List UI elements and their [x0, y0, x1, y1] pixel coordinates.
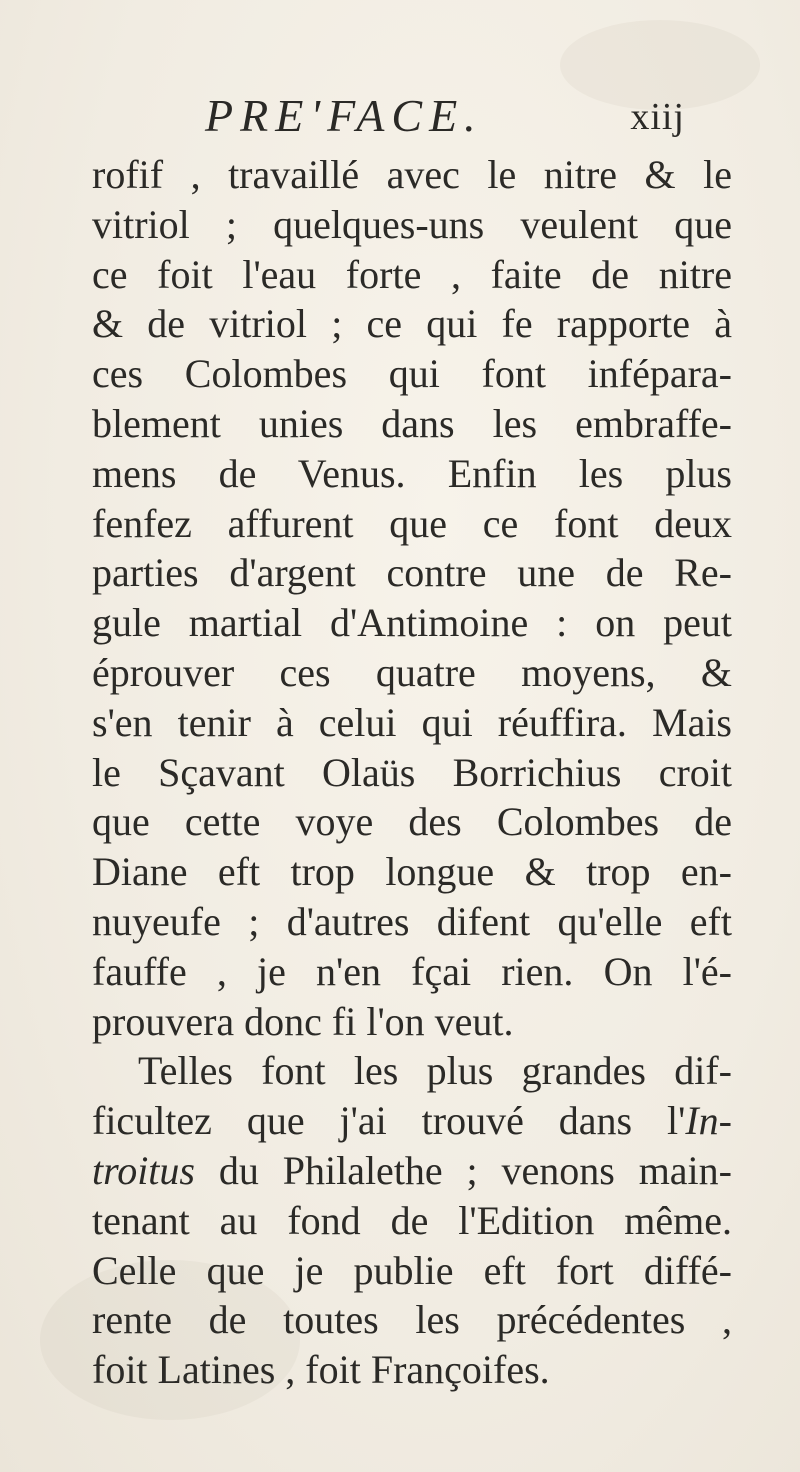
- text-line: mens de Venus. Enfin les plus: [92, 450, 732, 496]
- text-line: troitus du Philalethe ; venons main-: [92, 1147, 732, 1193]
- text-line: parties d'argent contre une de Re-: [92, 550, 732, 596]
- text-line: nuyeufe ; d'autres difent qu'elle eft: [92, 898, 732, 944]
- italic-title: In-: [685, 1098, 732, 1144]
- page-header: [205, 86, 685, 146]
- text-line: & de vitriol ; ce qui fe rapporte à: [92, 301, 732, 347]
- text-line: ficultez que j'ai trouvé dans l'In-: [92, 1098, 732, 1144]
- text-line: fauffe , je n'en fçai rien. On l'é-: [92, 948, 732, 994]
- italic-title: troitus: [92, 1147, 195, 1193]
- text-line: prouvera donc fi l'on veut.: [92, 998, 514, 1044]
- running-head: PRE'FACE.: [205, 90, 483, 141]
- text-line: rofif , travaillé avec le nitre & le: [92, 152, 732, 197]
- text-line: Diane eft trop longue & trop en-: [92, 849, 732, 895]
- text-line: vitriol ; quelques-uns veulent que: [92, 201, 732, 247]
- text-line: foit Latines , foit Françoifes.: [92, 1347, 550, 1393]
- text-line: éprouver ces quatre moyens, &: [92, 649, 732, 695]
- text-line: le Sçavant Olaüs Borrichius croit: [92, 749, 732, 795]
- text-line: ces Colombes qui font infépara-: [92, 351, 732, 397]
- text-line: rente de toutes les précédentes ,: [92, 1297, 732, 1343]
- text-line: Telles font les plus grandes dif-: [138, 1048, 732, 1094]
- body-text: [92, 150, 732, 1395]
- text-line: que cette voye des Colombes de: [92, 799, 732, 845]
- text-line: ce foit l'eau forte , faite de nitre: [92, 251, 732, 297]
- text-line: Celle que je publie eft fort diffé-: [92, 1247, 732, 1293]
- text-line: blement unies dans les embraffe-: [92, 400, 732, 446]
- text-line: tenant au fond de l'Edition même.: [92, 1197, 732, 1243]
- page-number: xiij: [630, 96, 685, 138]
- text-line: s'en tenir à celui qui réuffira. Mais: [92, 699, 732, 745]
- text-line: fenfez affurent que ce font deux: [92, 500, 732, 546]
- text-line: gule martial d'Antimoine : on peut: [92, 600, 732, 646]
